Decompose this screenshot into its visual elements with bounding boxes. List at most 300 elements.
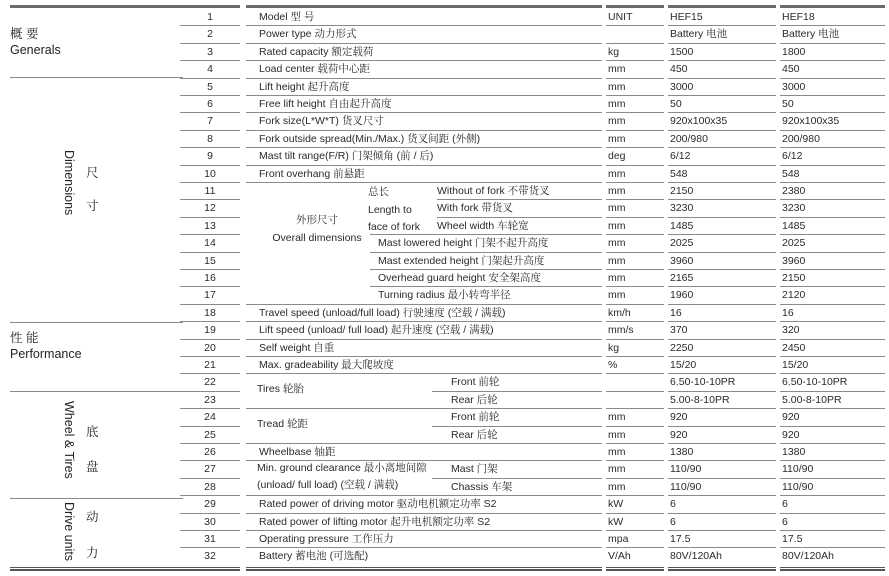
section-performance	[10, 330, 82, 362]
row-number: 12	[204, 202, 216, 215]
row-value-hef15: 200/980	[670, 132, 708, 145]
row-divider	[780, 530, 885, 531]
row-divider	[606, 339, 664, 340]
row-unit: %	[608, 359, 618, 371]
row-value-hef18: 6.50-10-10PR	[782, 376, 848, 389]
row-divider	[668, 95, 776, 96]
row-divider	[246, 530, 602, 531]
row-number: 1	[207, 11, 213, 23]
row-divider	[432, 408, 602, 409]
length-to-fork-label	[368, 184, 420, 237]
row-divider	[668, 408, 776, 409]
bottom-rule	[668, 567, 776, 571]
section-dimensions-cn-1: 尺	[86, 166, 99, 180]
row-number: 32	[204, 550, 216, 563]
row-divider	[668, 373, 776, 374]
row-value-hef15: 110/90	[670, 463, 702, 476]
row-parameter: Max. gradeability 最大爬坡度	[259, 359, 394, 371]
row-number: 14	[204, 237, 216, 250]
row-value-hef18: 110/90	[782, 463, 814, 476]
row-divider	[180, 43, 240, 44]
row-value-hef15: 17.5	[670, 533, 691, 545]
row-parameter: Mast lowered height 门架不起升高度	[378, 237, 549, 250]
row-divider	[668, 217, 776, 218]
section-dimensions-en: Dimensions	[62, 150, 76, 216]
row-value-hef15: 548	[670, 167, 688, 180]
row-divider	[668, 391, 776, 392]
row-value-hef18: 3960	[782, 254, 806, 267]
row-divider	[668, 495, 776, 496]
row-value-hef18: 2380	[782, 185, 806, 197]
row-number: 15	[204, 254, 216, 267]
row-value-hef15: 2165	[670, 272, 694, 284]
row-divider	[180, 269, 240, 270]
row-divider	[668, 513, 776, 514]
section-performance-en: Performance	[10, 347, 82, 361]
row-divider	[180, 513, 240, 514]
row-divider	[668, 356, 776, 357]
row-value-hef15: 920	[670, 411, 688, 424]
row-value-hef15: 6.50-10-10PR	[670, 376, 736, 389]
row-divider	[668, 147, 776, 148]
row-divider	[180, 443, 240, 444]
row-number: 23	[204, 393, 216, 406]
clearance-label-2: (unload/ full load) (空载 / 满载)	[257, 479, 399, 491]
row-divider	[180, 373, 240, 374]
row-parameter: Lift height 起升高度	[259, 80, 350, 93]
row-divider	[780, 443, 885, 444]
row-divider	[780, 60, 885, 61]
row-parameter: Operating pressure 工作压力	[259, 533, 394, 545]
row-number: 29	[204, 498, 216, 511]
row-parameter: Mast 门架	[451, 463, 498, 476]
row-value-hef18: 80V/120Ah	[782, 550, 834, 563]
row-value-hef15: 3960	[670, 254, 694, 267]
row-unit: mpa	[608, 533, 629, 545]
row-divider	[606, 356, 664, 357]
row-value-hef18: 15/20	[782, 359, 809, 371]
row-divider	[606, 252, 664, 253]
section-generals	[10, 26, 61, 58]
row-value-hef18: 6	[782, 498, 788, 511]
row-divider	[606, 373, 664, 374]
top-rule	[780, 5, 885, 8]
row-parameter: Wheelbase 轴距	[259, 446, 336, 458]
row-value-hef15: 3230	[670, 202, 694, 215]
row-divider	[668, 321, 776, 322]
row-divider	[180, 408, 240, 409]
row-divider	[606, 513, 664, 514]
row-divider	[246, 60, 602, 61]
row-parameter: Lift speed (unload/ full load) 起升速度 (空载 / 满载)	[259, 324, 494, 337]
row-parameter: Mast extended height 门架起升高度	[378, 254, 545, 267]
row-divider	[180, 321, 240, 322]
row-divider	[668, 530, 776, 531]
row-value-hef18: 1485	[782, 219, 806, 232]
row-divider	[180, 495, 240, 496]
row-divider	[180, 530, 240, 531]
section-divider	[10, 322, 183, 323]
row-divider	[780, 426, 885, 427]
row-parameter: Power type 动力形式	[259, 28, 357, 41]
row-divider	[606, 408, 664, 409]
row-parameter: Turning radius 最小转弯半径	[378, 289, 511, 302]
row-divider	[668, 547, 776, 548]
row-divider	[668, 43, 776, 44]
row-value-hef15: 80V/120Ah	[670, 550, 722, 563]
row-divider	[606, 43, 664, 44]
row-value-hef18: 2120	[782, 289, 806, 302]
row-unit: kg	[608, 45, 620, 58]
row-unit: mm	[608, 202, 626, 215]
row-unit: km/h	[608, 306, 631, 319]
row-unit: mm	[608, 480, 626, 493]
row-number: 9	[207, 150, 213, 163]
row-unit: mm	[608, 411, 626, 424]
row-divider	[606, 112, 664, 113]
row-parameter: Fork size(L*W*T) 货叉尺寸	[259, 115, 384, 128]
row-divider	[180, 182, 240, 183]
row-value-hef15: 50	[670, 98, 682, 110]
row-parameter: With fork 带货叉	[437, 202, 513, 215]
row-divider	[432, 426, 602, 427]
row-divider	[668, 78, 776, 79]
row-parameter: Rear 后轮	[451, 393, 498, 406]
row-number: 26	[204, 446, 216, 458]
row-divider	[180, 165, 240, 166]
row-parameter: Self weight 自重	[259, 341, 335, 354]
row-divider	[668, 130, 776, 131]
top-rule	[668, 5, 776, 8]
row-divider	[606, 460, 664, 461]
row-divider	[780, 252, 885, 253]
row-divider	[180, 95, 240, 96]
row-number: 11	[204, 185, 216, 197]
row-number: 5	[207, 80, 213, 93]
row-unit: mm	[608, 237, 626, 250]
row-value-hef18: HEF18	[782, 11, 815, 23]
row-divider	[246, 321, 602, 322]
row-number: 7	[207, 115, 213, 128]
row-divider	[246, 112, 602, 113]
row-number: 30	[204, 515, 216, 528]
row-value-hef18: 3230	[782, 202, 806, 215]
row-number: 21	[204, 359, 216, 371]
row-divider	[606, 321, 664, 322]
row-value-hef15: 6	[670, 515, 676, 528]
row-divider	[780, 182, 885, 183]
row-divider	[432, 391, 602, 392]
row-divider	[180, 234, 240, 235]
row-number: 3	[207, 45, 213, 58]
row-divider	[180, 286, 240, 287]
row-divider	[606, 530, 664, 531]
row-number: 10	[204, 167, 216, 180]
row-unit: mm	[608, 254, 626, 267]
row-parameter: Front overhang 前悬距	[259, 167, 365, 180]
row-parameter: Fork outside spread(Min./Max.) 货叉间距 (外侧)	[259, 132, 481, 145]
row-number: 20	[204, 341, 216, 354]
row-divider	[668, 25, 776, 26]
row-divider	[606, 182, 664, 183]
row-value-hef18: 6/12	[782, 150, 803, 163]
row-unit: mm	[608, 132, 626, 145]
row-value-hef15: 2250	[670, 341, 694, 354]
row-divider	[606, 147, 664, 148]
row-unit: mm/s	[608, 324, 634, 337]
row-value-hef18: 200/980	[782, 132, 820, 145]
row-divider	[780, 165, 885, 166]
row-value-hef15: Battery 电池	[670, 28, 728, 41]
row-number: 24	[204, 411, 216, 424]
row-unit: mm	[608, 185, 626, 197]
top-rule	[246, 5, 602, 8]
row-divider	[180, 304, 240, 305]
row-value-hef15: 1380	[670, 446, 694, 458]
row-divider	[668, 165, 776, 166]
row-parameter: Rated power of lifting motor 起升电机额定功率 S2	[259, 515, 491, 528]
row-divider	[432, 478, 602, 479]
row-divider	[180, 460, 240, 461]
row-divider	[780, 460, 885, 461]
row-divider	[780, 304, 885, 305]
top-rule	[10, 5, 188, 8]
row-value-hef18: 320	[782, 324, 800, 337]
section-wheel-tires-cn-1: 底	[86, 425, 99, 439]
bottom-rule	[10, 567, 183, 571]
row-value-hef18: 920	[782, 411, 800, 424]
row-value-hef18: 17.5	[782, 533, 803, 545]
row-divider	[780, 408, 885, 409]
row-divider	[180, 426, 240, 427]
row-value-hef18: 2450	[782, 341, 806, 354]
row-value-hef15: HEF15	[670, 11, 703, 23]
row-divider	[668, 478, 776, 479]
row-divider	[780, 130, 885, 131]
row-divider	[606, 165, 664, 166]
row-value-hef18: 1380	[782, 446, 806, 458]
row-divider	[780, 95, 885, 96]
row-parameter: Overhead guard height 安全架高度	[378, 272, 541, 284]
bottom-rule	[606, 567, 664, 571]
row-number: 13	[204, 219, 216, 232]
row-divider	[780, 147, 885, 148]
row-divider	[180, 217, 240, 218]
row-divider	[370, 269, 602, 270]
row-divider	[606, 78, 664, 79]
row-divider	[780, 43, 885, 44]
row-divider	[606, 130, 664, 131]
row-divider	[180, 199, 240, 200]
row-value-hef18: 920x100x35	[782, 115, 840, 128]
row-divider	[606, 478, 664, 479]
row-unit: mm	[608, 428, 626, 441]
row-parameter: Rated capacity 额定载荷	[259, 45, 374, 58]
row-unit: mm	[608, 80, 626, 93]
row-divider	[668, 269, 776, 270]
section-drive-units-cn-1: 动	[86, 510, 99, 524]
row-value-hef18: 5.00-8-10PR	[782, 393, 842, 406]
row-divider	[246, 95, 602, 96]
section-generals-cn: 概 要	[10, 27, 39, 41]
row-divider	[606, 25, 664, 26]
length-cn: 总长	[368, 186, 389, 198]
row-unit: mm	[608, 446, 626, 458]
row-number: 22	[204, 376, 216, 389]
row-divider	[246, 43, 602, 44]
row-parameter: Without of fork 不带货叉	[437, 185, 550, 197]
row-value-hef18: 2150	[782, 272, 806, 284]
row-value-hef15: 110/90	[670, 480, 702, 493]
row-parameter: Wheel width 车轮宽	[437, 219, 529, 232]
length-en-1: Length to	[368, 203, 412, 216]
row-divider	[606, 443, 664, 444]
overall-dimensions-label	[272, 213, 362, 245]
top-rule	[180, 5, 240, 8]
row-parameter: Model 型 号	[259, 11, 315, 23]
row-divider	[606, 60, 664, 61]
row-value-hef15: 920x100x35	[670, 115, 728, 128]
row-value-hef15: 1960	[670, 289, 694, 302]
row-value-hef15: 370	[670, 324, 688, 337]
row-parameter: Rated power of driving motor 驱动电机额定功率 S2	[259, 498, 497, 511]
row-divider	[606, 234, 664, 235]
section-wheel-tires-cn-2: 盘	[86, 460, 99, 474]
row-value-hef18: 1800	[782, 45, 806, 58]
section-drive-units-en: Drive units	[62, 502, 76, 562]
bottom-rule	[246, 567, 602, 571]
section-drive-units-cn-2: 力	[86, 546, 99, 560]
row-divider	[668, 234, 776, 235]
row-divider	[668, 443, 776, 444]
row-divider	[606, 547, 664, 548]
row-unit: kW	[608, 498, 624, 511]
overall-dimensions-en: Overall dimensions	[272, 232, 362, 244]
row-divider	[246, 78, 602, 79]
row-divider	[668, 182, 776, 183]
bottom-rule	[780, 567, 885, 571]
section-dimensions-cn-2: 寸	[86, 199, 99, 213]
row-divider	[246, 513, 602, 514]
row-divider	[668, 304, 776, 305]
row-parameter: Battery 蓄电池 (可选配)	[259, 550, 369, 563]
row-value-hef18: 110/90	[782, 480, 814, 493]
row-divider	[780, 339, 885, 340]
row-divider	[606, 269, 664, 270]
row-divider	[180, 391, 240, 392]
row-divider	[437, 199, 602, 200]
row-number: 31	[204, 533, 216, 545]
row-parameter: Chassis 车架	[451, 480, 513, 493]
row-divider	[780, 495, 885, 496]
row-divider	[246, 356, 602, 357]
tires-label: Tires 轮胎	[257, 383, 304, 395]
row-divider	[668, 286, 776, 287]
row-divider	[780, 513, 885, 514]
row-number: 19	[204, 324, 216, 337]
row-unit: deg	[608, 150, 626, 163]
row-value-hef18: 50	[782, 98, 794, 110]
row-divider	[370, 286, 602, 287]
row-divider	[180, 547, 240, 548]
row-unit: kg	[608, 341, 620, 354]
row-divider	[606, 391, 664, 392]
row-value-hef18: 2025	[782, 237, 806, 250]
row-divider	[668, 60, 776, 61]
row-parameter: Front 前轮	[451, 411, 500, 424]
row-divider	[370, 252, 602, 253]
bottom-rule	[180, 567, 240, 571]
section-divider	[10, 391, 183, 392]
row-divider	[780, 391, 885, 392]
row-parameter: Mast tilt range(F/R) 门架倾角 (前 / 后)	[259, 150, 434, 163]
row-divider	[246, 304, 602, 305]
length-en-2: face of fork	[368, 221, 420, 233]
row-value-hef15: 3000	[670, 80, 694, 93]
row-divider	[180, 78, 240, 79]
row-divider	[180, 112, 240, 113]
overall-dimensions-cn: 外形尺寸	[296, 214, 338, 226]
row-divider	[606, 199, 664, 200]
row-unit: mm	[608, 463, 626, 476]
row-unit: V/Ah	[608, 550, 631, 563]
row-divider	[246, 25, 602, 26]
row-number: 18	[204, 306, 216, 319]
row-value-hef15: 15/20	[670, 359, 697, 371]
row-unit: mm	[608, 272, 626, 284]
row-divider	[246, 165, 602, 166]
row-value-hef18: 6	[782, 515, 788, 528]
row-value-hef15: 920	[670, 428, 688, 441]
top-rule	[606, 5, 664, 8]
row-number: 4	[207, 63, 213, 76]
row-divider	[180, 130, 240, 131]
row-value-hef18: 450	[782, 63, 800, 76]
row-unit: kW	[608, 515, 624, 528]
section-divider	[10, 498, 183, 499]
row-unit: mm	[608, 98, 626, 110]
row-number: 16	[204, 272, 216, 284]
row-value-hef15: 2025	[670, 237, 694, 250]
row-parameter: Front 前轮	[451, 376, 500, 389]
row-unit: mm	[608, 115, 626, 128]
row-divider	[780, 547, 885, 548]
row-divider	[180, 339, 240, 340]
row-divider	[180, 478, 240, 479]
row-value-hef18: 920	[782, 428, 800, 441]
row-divider	[180, 60, 240, 61]
row-divider	[606, 426, 664, 427]
row-number: 2	[207, 28, 213, 41]
row-divider	[246, 182, 602, 183]
row-divider	[246, 130, 602, 131]
row-divider	[668, 112, 776, 113]
row-divider	[180, 25, 240, 26]
row-number: 17	[204, 289, 216, 302]
section-wheel-tires-en: Wheel & Tires	[62, 401, 76, 479]
row-number: 8	[207, 132, 213, 145]
row-parameter: Rear 后轮	[451, 428, 498, 441]
row-divider	[668, 199, 776, 200]
row-unit: mm	[608, 63, 626, 76]
row-divider	[780, 373, 885, 374]
row-number: 6	[207, 98, 213, 110]
row-divider	[780, 217, 885, 218]
row-unit: UNIT	[608, 11, 633, 23]
row-parameter: Free lift height 自由起升高度	[259, 98, 392, 110]
row-divider	[437, 217, 602, 218]
row-divider	[606, 217, 664, 218]
